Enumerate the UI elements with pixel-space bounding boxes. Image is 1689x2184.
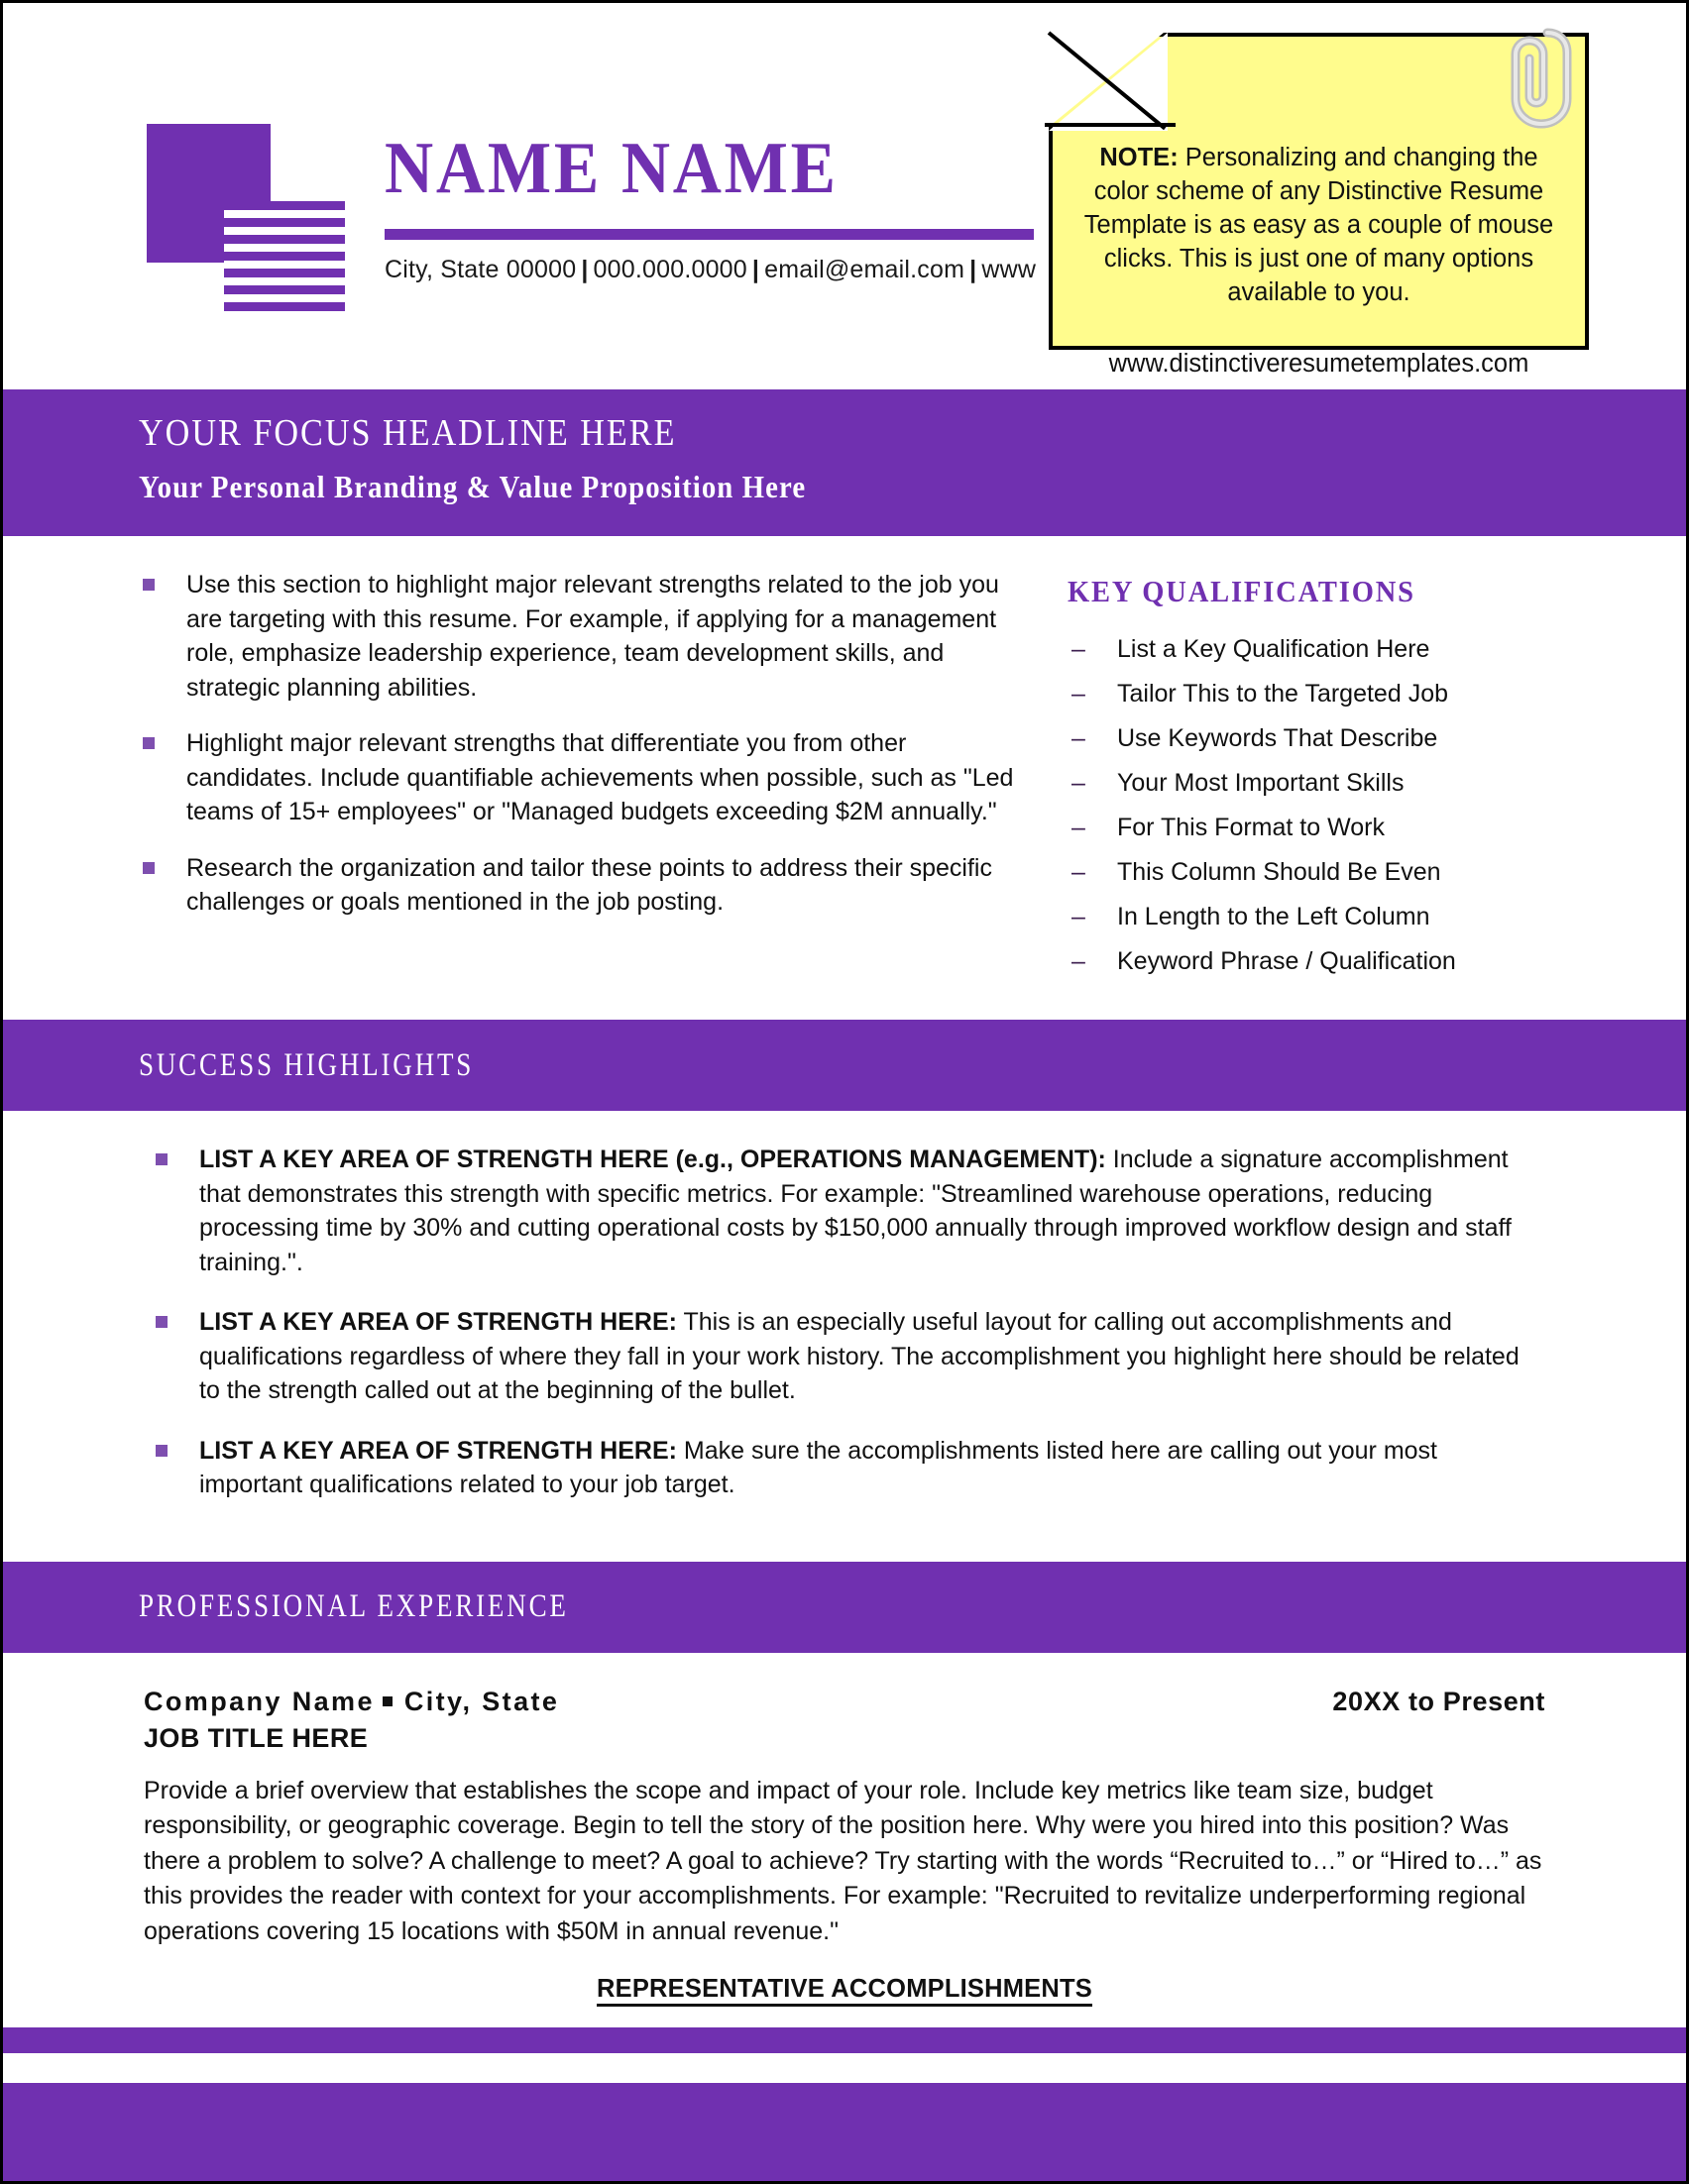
- list-item: – Keyword Phrase / Qualification: [1068, 949, 1537, 974]
- list-item: [152, 1305, 1537, 1408]
- summary-bullet-list: [139, 568, 1036, 920]
- success-highlights-band: [3, 1020, 1686, 1111]
- highlight-text: This is an especially useful layout for calling out accomplishments and qualifications regardless of where they fall in your work history. The accomplishment you highlight here should be related to the strength called out at the beginning of the bullet.: [199, 1308, 1520, 1404]
- list-item: Research the organization and tailor these points to address their specific challenges or goals mentioned in the job posting.: [139, 851, 1036, 920]
- sticky-note-label: NOTE:: [1099, 144, 1179, 171]
- success-highlights-list: [152, 1143, 1537, 1502]
- highlight-lead: LIST A KEY AREA OF STRENGTH HERE (e.g., OPERATIONS MANAGEMENT):: [199, 1146, 1106, 1173]
- sticky-note-text: [1049, 142, 1589, 381]
- list-item: Highlight major relevant strengths that differentiate you from other candidates. Include quantifiable achievements when possible, such as "Led teams of 15+ employees" or "Managed budgets exceeding $2M annually.": [139, 726, 1036, 829]
- focus-headline-band: [3, 389, 1686, 536]
- summary-bullets-column: [139, 568, 1036, 994]
- footer-bars: [3, 2027, 1686, 2181]
- professional-experience-title: PROFESSIONAL EXPERIENCE: [139, 1588, 569, 1624]
- logo-stripes-icon: [224, 201, 345, 317]
- paperclip-icon: [1498, 25, 1573, 136]
- footer-thin-bar: [3, 2027, 1686, 2053]
- list-item: [152, 1143, 1537, 1279]
- list-item: [152, 1434, 1537, 1502]
- summary-section: [3, 536, 1686, 1020]
- footer-thick-bar: [3, 2083, 1686, 2181]
- job-title: JOB TITLE HERE: [144, 1722, 369, 1753]
- sticky-note-body: Personalizing and changing the color scheme of any Distinctive Resume Template is as easy as a couple of mouse clicks. This is just one of many options available to you.: [1083, 144, 1554, 306]
- contact-website[interactable]: www: [981, 256, 1037, 283]
- company-line: [144, 1687, 559, 1717]
- page-title: NAME NAME: [385, 128, 839, 209]
- highlight-text: Include a signature accomplishment that demonstrates this strength with specific metrics. For example: "Streamlined warehouse operations, reducing processing time by 30% and cutting operational costs by $150,000 annually through improved workflow design and staff training.".: [199, 1146, 1512, 1276]
- key-qualifications-list: [1068, 637, 1537, 974]
- key-qualifications-column: [1068, 568, 1537, 994]
- professional-experience-band: [3, 1562, 1686, 1653]
- success-highlights-section: [3, 1111, 1686, 1562]
- company-location: City, State: [403, 1686, 560, 1716]
- list-item: – This Column Should Be Even: [1068, 860, 1537, 885]
- sticky-note: [1049, 33, 1589, 378]
- contact-phone: 000.000.0000: [593, 256, 747, 283]
- list-item: – List a Key Qualification Here: [1068, 637, 1537, 662]
- sticky-note-url[interactable]: www.distinctiveresumetemplates.com: [1108, 349, 1529, 378]
- focus-headline: YOUR FOCUS HEADLINE HERE: [139, 412, 677, 454]
- contact-separator-2: |: [751, 256, 760, 283]
- contact-separator-3: |: [969, 256, 977, 283]
- highlight-text: Make sure the accomplishments listed here are calling out your most important qualifications related to your job target.: [199, 1436, 1438, 1498]
- logo-mark: [147, 124, 345, 317]
- highlight-lead: LIST A KEY AREA OF STRENGTH HERE:: [199, 1308, 677, 1336]
- focus-branding-statement: Your Personal Branding & Value Proposition Here: [139, 469, 807, 504]
- representative-accomplishments-label: REPRESENTATIVE ACCOMPLISHMENTS: [597, 1975, 1092, 2007]
- list-item: – Your Most Important Skills: [1068, 771, 1537, 796]
- key-qualifications-title: KEY QUALIFICATIONS: [1068, 574, 1415, 608]
- name-underline-rule: [385, 229, 1034, 240]
- success-highlights-title: SUCCESS HIGHLIGHTS: [139, 1046, 475, 1083]
- list-item: – In Length to the Left Column: [1068, 905, 1537, 929]
- representative-accomplishments-heading: [144, 1975, 1545, 2004]
- footer-gap: [3, 2053, 1686, 2083]
- contact-separator-1: |: [581, 256, 589, 283]
- list-item: – Use Keywords That Describe: [1068, 726, 1537, 751]
- list-item: Use this section to highlight major relevant strengths related to the job you are targeting with this resume. For example, if applying for a management role, emphasize leadership experience, team development skills, and strategic planning abilities.: [139, 568, 1036, 705]
- contact-email[interactable]: email@email.com: [764, 256, 965, 283]
- job-header-row: [144, 1687, 1545, 1717]
- job-dates: 20XX to Present: [1332, 1686, 1545, 1716]
- list-item: – Tailor This to the Targeted Job: [1068, 682, 1537, 707]
- separator-square-icon: [383, 1696, 393, 1706]
- job-overview-paragraph: Provide a brief overview that establishes the scope and impact of your role. Include key metrics like team size, budget responsibility, or geographic coverage. Begin to tell the story of the position here. Why were you hired into this position? Was there a problem to solve? A challenge to meet? A goal to achieve? Try starting with the words “Recruited to…” or “Hired to…” as this provides the reader with context for your accomplishments. For example: "Recruited to revitalize underperforming regional operations covering 15 locations with $50M in annual revenue.": [144, 1776, 1542, 1945]
- company-name: Company Name: [144, 1686, 375, 1716]
- highlight-lead: LIST A KEY AREA OF STRENGTH HERE:: [199, 1436, 677, 1465]
- resume-header: [3, 3, 1686, 389]
- contact-location: City, State 00000: [385, 256, 577, 283]
- list-item: – For This Format to Work: [1068, 816, 1537, 840]
